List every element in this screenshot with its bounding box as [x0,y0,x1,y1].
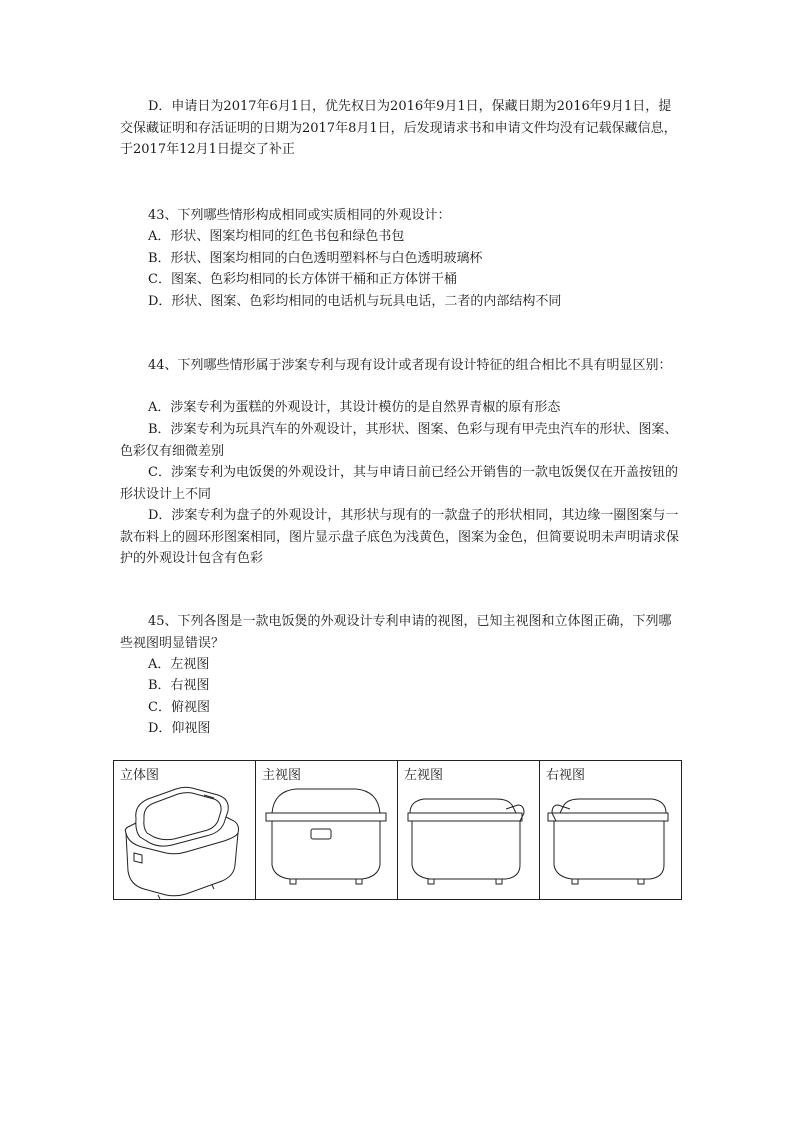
rice-cooker-right-view-drawing [540,761,682,901]
rice-cooker-front-drawing [256,761,398,901]
q45-option-b: B．右视图 [148,678,210,693]
q45-option-a: A．左视图 [148,657,210,672]
view-cell-perspective [114,761,256,900]
rice-cooker-left-view-drawing [398,761,540,901]
q43-option-b: B．形状、图案均相同的白色透明塑料杯与白色透明玻璃杯 [148,251,483,266]
q45-option-d: D．仰视图 [148,721,211,736]
q43-option-a: A．形状、图案均相同的红色书包和绿色书包 [148,229,405,244]
q43-option-c: C．图案、色彩均相同的长方体饼干桶和正方体饼干桶 [148,272,457,287]
q43-stem: 43、下列哪些情形构成相同或实质相同的外观设计： [148,208,451,223]
q43-option-d: D．形状、图案、色彩均相同的电话机与玩具电话，二者的内部结构不同 [148,294,562,309]
q44-option-b: B．涉案专利为玩具汽车的外观设计，其形状、图案、色彩与现有甲壳虫汽车的形状、图案、色彩仅有细微差别 [120,422,678,459]
q44-option-c: C．涉案专利为电饭煲的外观设计，其与申请日前已经公开销售的一款电饭煲仅在开盖按钮的形状设计上不同 [120,465,678,502]
view-label-perspective: 立体图 [120,768,160,783]
rice-cooker-perspective-drawing [114,761,254,901]
q45-stem: 45、下列各图是一款电饭煲的外观设计专利申请的视图，已知主视图和立体图正确，下列哪些视图明显错误？ [120,614,672,651]
views-table [113,760,682,900]
view-label-left: 左视图 [404,768,444,783]
q44-stem: 44、下列哪些情形属于涉案专利与现有设计或者现有设计特征的组合相比不具有明显区别： [148,358,672,373]
q44-option-d: D．涉案专利为盘子的外观设计，其形状与现有的一款盘子的形状相同，其边缘一圈图案与一款布料上的圆环形图案相同，图片显示盘子底色为浅黄色，图案为金色，但简要说明未声明请求保护的外观设计包含有色彩 [120,508,680,566]
view-label-right: 右视图 [546,768,586,783]
view-cell-right [540,761,682,900]
prev-question-option-d: D．申请日为2017年6月1日，优先权日为2016年9月1日，保藏日期为2016年9月1日，提交保藏证明和存活证明的日期为2017年8月1日，后发现请求书和申请文件均没有记载保藏信息，于2017年12月1日提交了补正 [120,99,677,157]
view-cell-left [398,761,540,900]
view-label-front: 主视图 [262,768,302,783]
q45-option-c: C．俯视图 [148,700,210,715]
q44-option-a: A．涉案专利为蛋糕的外观设计，其设计模仿的是自然界青椒的原有形态 [148,400,561,415]
view-cell-front [256,761,398,900]
